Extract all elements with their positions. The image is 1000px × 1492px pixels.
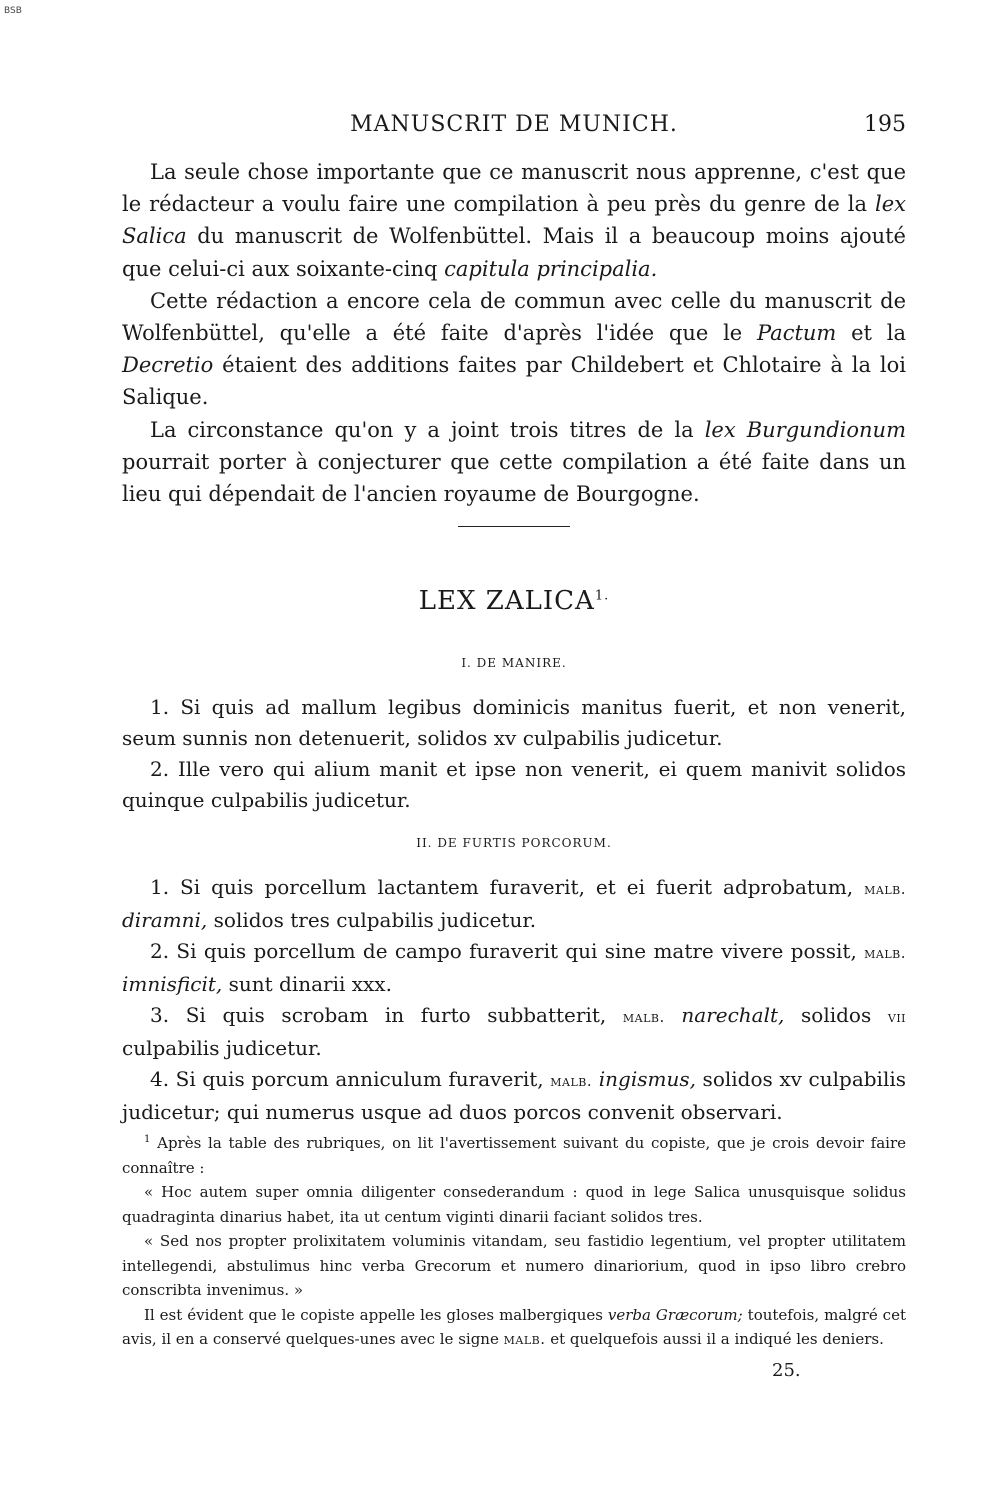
law-paragraph: 1. Si quis ad mallum legibus dominicis manitus fuerit, et non venerit, seum sunnis non detenuerit, solidos xv culpabilis judicetur.: [122, 695, 906, 750]
laws-title-2: [122, 872, 906, 1128]
running-title: MANUSCRIT DE MUNICH.: [350, 112, 678, 137]
law-paragraph: 3. Si quis scrobam in furto subbatterit, malb. narechalt, solidos vii culpabilis judicetur.: [122, 1003, 907, 1060]
running-header: [122, 112, 906, 146]
footnote-quote: « Sed nos propter prolixitatem voluminis vitandam, seu fastidio legentium, vel propter utilitatem intellegendi, abstulimus hinc verba Grecorum et numero dinariorium, quod in ipso libro crebro conscribta invenimus. »: [122, 1232, 906, 1299]
paragraph: La circonstance qu'on y a joint trois titres de la lex Burgundionum pourrait porter à conjecturer que cette compilation a été faite dans un lieu qui dépendait de l'ancien royaume de Bourgogne.: [122, 417, 906, 507]
law-paragraph: 2. Ille vero qui alium manit et ipse non venerit, ei quem manivit solidos quinque culpabilis judicetur.: [122, 757, 906, 812]
laws-title-1: [122, 692, 906, 816]
law-paragraph: 2. Si quis porcellum de campo furaverit qui sine matre vivere possit, malb. imnisficit, sunt dinarii xxx.: [122, 939, 906, 996]
law-paragraph: 1. Si quis porcellum lactantem furaverit, et ei fuerit adprobatum, malb. diramni, solidos tres culpabilis judicetur.: [122, 875, 906, 932]
section-divider: [458, 526, 570, 527]
intro-text: [122, 156, 906, 510]
rubric-title-2: II. DE FURTIS PORCORUM.: [416, 836, 612, 850]
page-number: 195: [864, 112, 906, 137]
footnote: Il est évident que le copiste appelle les gloses malbergiques verba Græcorum; toutefois, malgré cet avis, il en a conservé quelques-unes avec le signe malb. et quelquefois aussi il a indiqué les deniers.: [122, 1305, 906, 1348]
footnotes: [122, 1128, 906, 1352]
library-stamp: BSB: [4, 6, 22, 16]
rubric-title-1: I. DE MANIRE.: [461, 656, 567, 670]
paragraph: Cette rédaction a encore cela de commun avec celle du manuscrit de Wolfenbüttel, qu'elle a été faite d'après l'idée que le Pactum et la Decretio étaient des additions faites par Childebert et Chlotaire à la loi Salique.: [122, 288, 906, 410]
paragraph: La seule chose importante que ce manuscrit nous apprenne, c'est que le rédacteur a voulu faire une compilation à peu près du genre de la lex Salica du manuscrit de Wolfenbüttel. Mais il a beaucoup moins ajouté que celui-ci aux soixante-cinq capitula principalia.: [122, 160, 906, 281]
footnote-quote: « Hoc autem super omnia diligenter consederandum : quod in lege Salica unusquisque solidus quadraginta dinarius habet, ita ut centum viginti dinarii faciant solidos tres.: [122, 1183, 906, 1226]
footnote-ref: 1.: [594, 588, 610, 604]
section-title: LEX $ZALICA^{1.}$: [418, 586, 610, 616]
footnote: $^1$ Après la table des rubriques, on lit l'avertissement suivant du copiste, que je crois devoir faire connaître :: [122, 1134, 906, 1177]
signature-mark: 25.: [772, 1360, 801, 1381]
law-paragraph: 4. Si quis porcum anniculum furaverit, malb. ingismus, solidos xv culpabilis judicetur; qui numerus usque ad duos porcos convenit observari.: [122, 1067, 907, 1124]
